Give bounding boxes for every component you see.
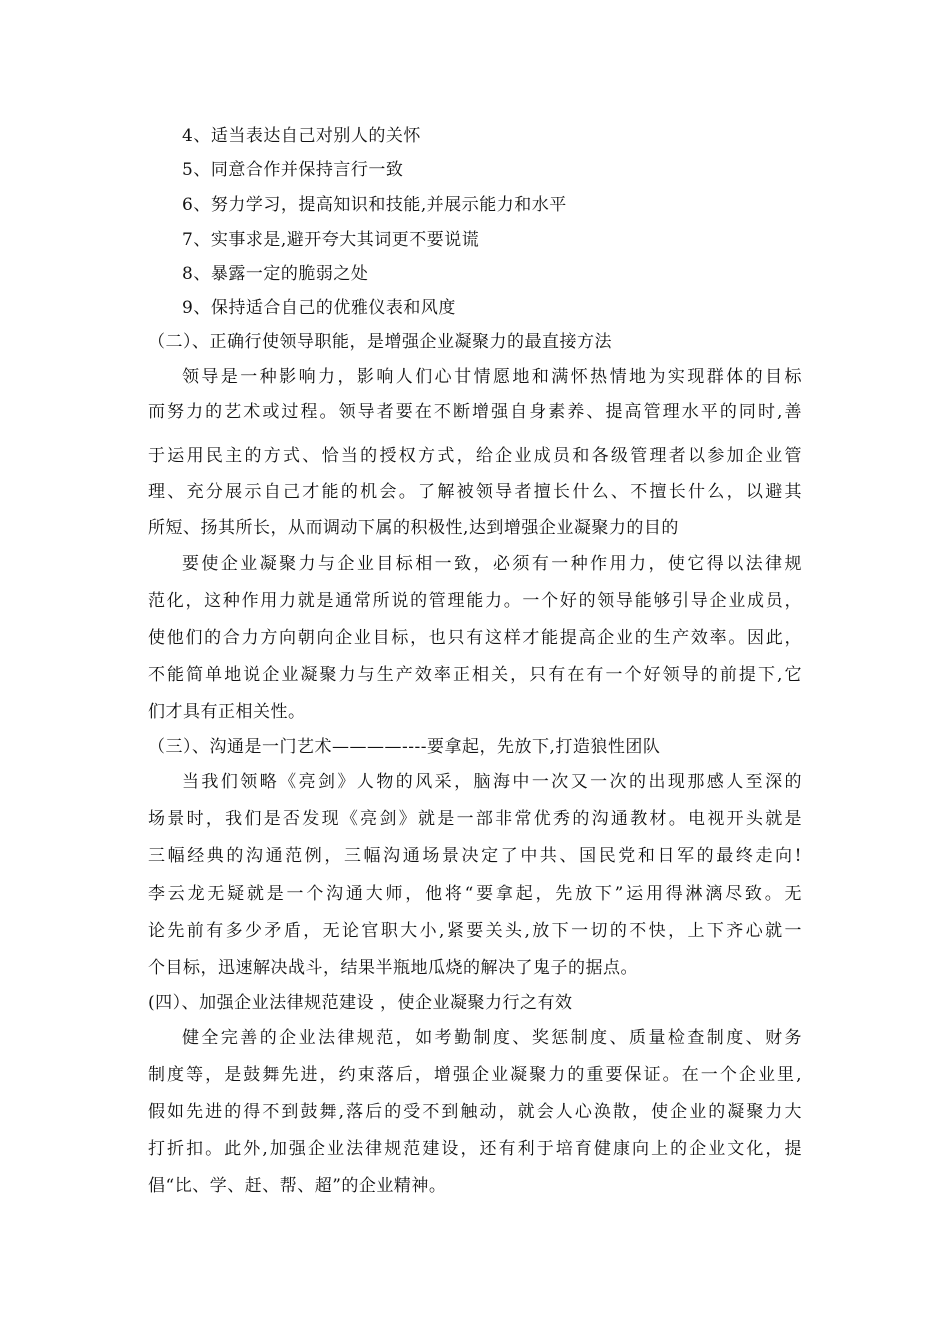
paragraph-line: 不能简单地说企业凝聚力与生产效率正相关，只有在有一个好领导的前提下,它 <box>148 665 802 685</box>
paragraph-line: 个目标，迅速解决战斗，结果半瓶地瓜烧的解决了鬼子的据点。 <box>148 958 638 978</box>
paragraph-line: 倡“比、学、赶、帮、超”的企业精神。 <box>148 1176 447 1196</box>
list-item: 8、暴露一定的脆弱之处 <box>182 264 369 284</box>
paragraph-line: 理、充分展示自己才能的机会。了解被领导者擅长什么、不擅长什么，以避其 <box>148 482 802 502</box>
paragraph-line: 论先前有多少矛盾，无论官职大小,紧要关头,放下一切的不快，上下齐心就一 <box>148 921 802 941</box>
paragraph-line: 领导是一种影响力，影响人们心甘情愿地和满怀热情地为实现群体的目标 <box>182 367 802 387</box>
paragraph-line: 所短、扬其所长，从而调动下属的积极性,达到增强企业凝聚力的目的 <box>148 518 679 538</box>
list-item: 5、同意合作并保持言行一致 <box>182 160 404 180</box>
paragraph-line: 使他们的合力方向朝向企业目标，也只有这样才能提高企业的生产效率。因此， <box>148 628 802 648</box>
section-heading: （二）、正确行使领导职能，是增强企业凝聚力的最直接方法 <box>148 332 612 352</box>
paragraph-line: 当我们领略《亮剑》人物的风采，脑海中一次又一次的出现那感人至深的 <box>182 772 802 792</box>
paragraph-line: 要使企业凝聚力与企业目标相一致，必须有一种作用力，使它得以法律规 <box>182 554 802 574</box>
section-heading: (四）、加强企业法律规范建设 ，使企业凝聚力行之有效 <box>148 993 573 1013</box>
paragraph-line: 场景时，我们是否发现《亮剑》就是一部非常优秀的沟通教材。电视开头就是 <box>148 809 802 829</box>
paragraph-line: 三幅经典的沟通范例，三幅沟通场景决定了中共、国民党和日军的最终走向! <box>148 846 802 866</box>
paragraph-line: 于运用民主的方式、恰当的授权方式，给企业成员和各级管理者以参加企业管 <box>148 446 802 466</box>
section-heading: （三）、沟通是一门艺术————----要拿起，先放下,打造狼性团队 <box>148 737 661 757</box>
list-item: 7、实事求是,避开夸大其词更不要说谎 <box>182 230 480 250</box>
paragraph-line: 制度等，是鼓舞先进，约束落后，增强企业凝聚力的重要保证。在一个企业里, <box>148 1065 802 1085</box>
paragraph-line: 而努力的艺术或过程。领导者要在不断增强自身素养、提高管理水平的同时,善 <box>148 402 802 422</box>
paragraph-line: 打折扣。此外,加强企业法律规范建设，还有利于培育健康向上的企业文化，提 <box>148 1139 802 1159</box>
paragraph-line: 范化，这种作用力就是通常所说的管理能力。一个好的领导能够引导企业成员， <box>148 591 802 611</box>
list-item: 4、适当表达自己对别人的关怀 <box>182 126 421 146</box>
paragraph-line: 假如先进的得不到鼓舞,落后的受不到触动，就会人心涣散，使企业的凝聚力大 <box>148 1102 802 1122</box>
list-item: 6、努力学习，提高知识和技能,并展示能力和水平 <box>182 195 567 215</box>
paragraph-line: 们才具有正相关性。 <box>148 702 306 722</box>
list-item: 9、保持适合自己的优雅仪表和风度 <box>182 298 456 318</box>
paragraph-line: 李云龙无疑就是一个沟通大师，他将“要拿起，先放下”运用得淋漓尽致。无 <box>148 884 802 904</box>
paragraph-line: 健全完善的企业法律规范，如考勤制度、奖惩制度、质量检查制度、财务 <box>182 1028 802 1048</box>
